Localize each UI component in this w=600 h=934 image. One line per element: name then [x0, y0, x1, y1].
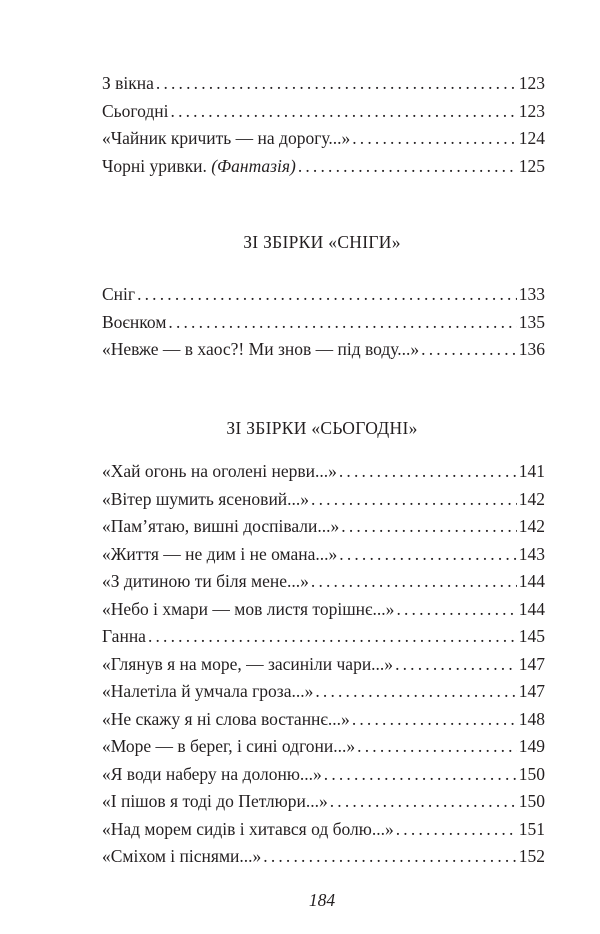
- toc-entry: [102, 761, 545, 789]
- entry-title-text: «Над морем сидів і хитався од болю...»: [102, 818, 394, 839]
- entry-title-text: Ганна: [102, 626, 146, 646]
- dot-leader: [330, 788, 517, 816]
- toc-entry-page: 150: [518, 763, 545, 784]
- toc-entry: [102, 568, 545, 596]
- toc-entry-page: 141: [518, 461, 545, 481]
- toc-entry-title: [102, 651, 393, 679]
- toc-entry: [102, 678, 545, 706]
- entry-title-text: «Пам’ятаю, вишні доспівали...»: [102, 516, 340, 536]
- toc-entry-title: [102, 541, 337, 569]
- dot-leader: [395, 651, 517, 679]
- toc-entry-page: 142: [518, 488, 545, 509]
- entry-title-text: «Небо і хмари — мов листя торішнє...»: [102, 598, 395, 619]
- toc-entry-title: [102, 486, 309, 514]
- dot-leader: [315, 678, 516, 706]
- toc-entry: [102, 816, 545, 844]
- toc-group-snihy: [102, 281, 545, 364]
- toc-entry-title: [102, 336, 419, 364]
- entry-title-text: «Невже — в хаос?! Ми знов — під воду...»: [102, 339, 420, 359]
- entry-title-text: «Налетіла й умчала гроза...»: [102, 681, 314, 701]
- dot-leader: [171, 98, 517, 126]
- toc-entry-page: 147: [518, 681, 545, 701]
- dot-leader: [137, 281, 517, 309]
- entry-title-text: «Не скажу я ні слова востаннє...»: [102, 708, 350, 729]
- toc-entry: [102, 596, 545, 624]
- toc-entry-title: [102, 153, 296, 181]
- toc-entry-page: 124: [518, 128, 545, 148]
- dot-leader: [311, 568, 517, 596]
- dot-leader: [339, 458, 517, 486]
- toc-entry-page: 133: [518, 284, 545, 304]
- toc-entry: [102, 70, 545, 98]
- toc-entry-page: 143: [518, 543, 545, 564]
- entry-title-text: «З дитиною ти біля мене...»: [102, 571, 309, 591]
- section-heading-snihy: ЗІ ЗБІРКИ «СНІГИ»: [243, 232, 401, 252]
- toc-entry: [102, 486, 545, 514]
- toc-entry: [102, 541, 545, 569]
- toc-entry-title: [102, 309, 166, 337]
- toc-entry-page: 123: [518, 100, 545, 121]
- toc-entry-title: [102, 70, 154, 98]
- toc-entry-page: 152: [518, 846, 545, 866]
- dot-leader: [168, 309, 516, 337]
- toc-entry-page: 136: [518, 339, 545, 359]
- dot-leader: [156, 70, 517, 98]
- toc-entry-title: [102, 98, 169, 126]
- toc-entry-page: 150: [518, 791, 545, 811]
- toc-entry-page: 145: [518, 626, 545, 646]
- dot-leader: [357, 733, 517, 761]
- toc-entry-title: [102, 788, 328, 816]
- toc-entry-page: 125: [518, 155, 545, 176]
- dot-leader: [324, 761, 517, 789]
- entry-title-text: «Глянув я на море, — засиніли чари...»: [102, 653, 394, 674]
- toc-entry-title: [102, 623, 146, 651]
- toc-entry-title: [102, 513, 339, 541]
- toc-entry: [102, 98, 545, 126]
- toc-entry-title: [102, 281, 135, 309]
- dot-leader: [396, 596, 516, 624]
- toc-entry: [102, 843, 545, 871]
- dot-leader: [263, 843, 516, 871]
- toc-entry-title: [102, 706, 350, 734]
- entry-title-text: «Я води наберу на долоню...»: [102, 763, 322, 784]
- toc-entry-title: [102, 761, 322, 789]
- entry-title-text: З вікна: [102, 73, 154, 93]
- dot-leader: [298, 153, 517, 181]
- toc-entry: [102, 458, 545, 486]
- toc-entry-page: 142: [518, 516, 545, 536]
- toc-entry: [102, 788, 545, 816]
- entry-title-text: Воєнком: [102, 311, 167, 332]
- entry-title-text: «Вітер шумить ясеновий...»: [102, 488, 310, 509]
- toc-entry-page: 151: [518, 818, 545, 839]
- dot-leader: [421, 336, 517, 364]
- toc-entry: [102, 513, 545, 541]
- toc-entry-title: [102, 596, 394, 624]
- toc-group-top: [102, 70, 545, 180]
- dot-leader: [352, 706, 517, 734]
- toc-entry-title: [102, 678, 313, 706]
- toc-entry-title: [102, 125, 350, 153]
- dot-leader: [311, 486, 517, 514]
- toc-entry: [102, 733, 545, 761]
- section-heading-sohodni: ЗІ ЗБІРКИ «СЬОГОДНІ»: [226, 418, 418, 438]
- toc-entry: [102, 125, 545, 153]
- toc-group-sohodni: [102, 458, 545, 871]
- toc-entry-page: 149: [518, 736, 545, 756]
- page-number: 184: [308, 890, 336, 910]
- toc-entry: [102, 153, 545, 181]
- toc-entry-page: 144: [518, 571, 545, 591]
- toc-entry-page: 135: [518, 311, 545, 332]
- toc-entry: [102, 651, 545, 679]
- entry-title-text: «Життя — не дим і не омана...»: [102, 543, 338, 564]
- dot-leader: [148, 623, 517, 651]
- dot-leader: [352, 125, 517, 153]
- toc-entry-page: 148: [518, 708, 545, 729]
- toc-entry-page: 123: [518, 73, 545, 93]
- dot-leader: [341, 513, 516, 541]
- toc-entry: [102, 281, 545, 309]
- entry-title-text: Сьогодні: [102, 100, 169, 121]
- toc-entry: [102, 336, 545, 364]
- toc-entry-title: [102, 843, 261, 871]
- toc-entry-page: 147: [518, 653, 545, 674]
- dot-leader: [339, 541, 516, 569]
- toc-entry-title: [102, 816, 394, 844]
- toc-entry-title: [102, 458, 337, 486]
- entry-title-text: «Чайник кричить — на дорогу...»: [102, 128, 351, 148]
- toc-entry-title: [102, 733, 355, 761]
- entry-title-text: «І пішов я тоді до Петлюри...»: [102, 791, 328, 811]
- entry-title-text: «Хай огонь на оголені нерви...»: [102, 461, 337, 481]
- entry-title-text: «Море — в берег, і сині одгони...»: [102, 736, 356, 756]
- toc-entry-title: [102, 568, 309, 596]
- toc-entry: [102, 706, 545, 734]
- toc-entry: [102, 309, 545, 337]
- toc-entry: [102, 623, 545, 651]
- dot-leader: [396, 816, 517, 844]
- entry-title-text: Чорні уривки.: [102, 155, 207, 176]
- entry-title-text: Сніг: [102, 284, 136, 304]
- entry-title-text: «Сміхом і піснями...»: [102, 846, 262, 866]
- entry-subtitle: (Фантазія): [211, 155, 296, 176]
- toc-entry-page: 144: [518, 598, 545, 619]
